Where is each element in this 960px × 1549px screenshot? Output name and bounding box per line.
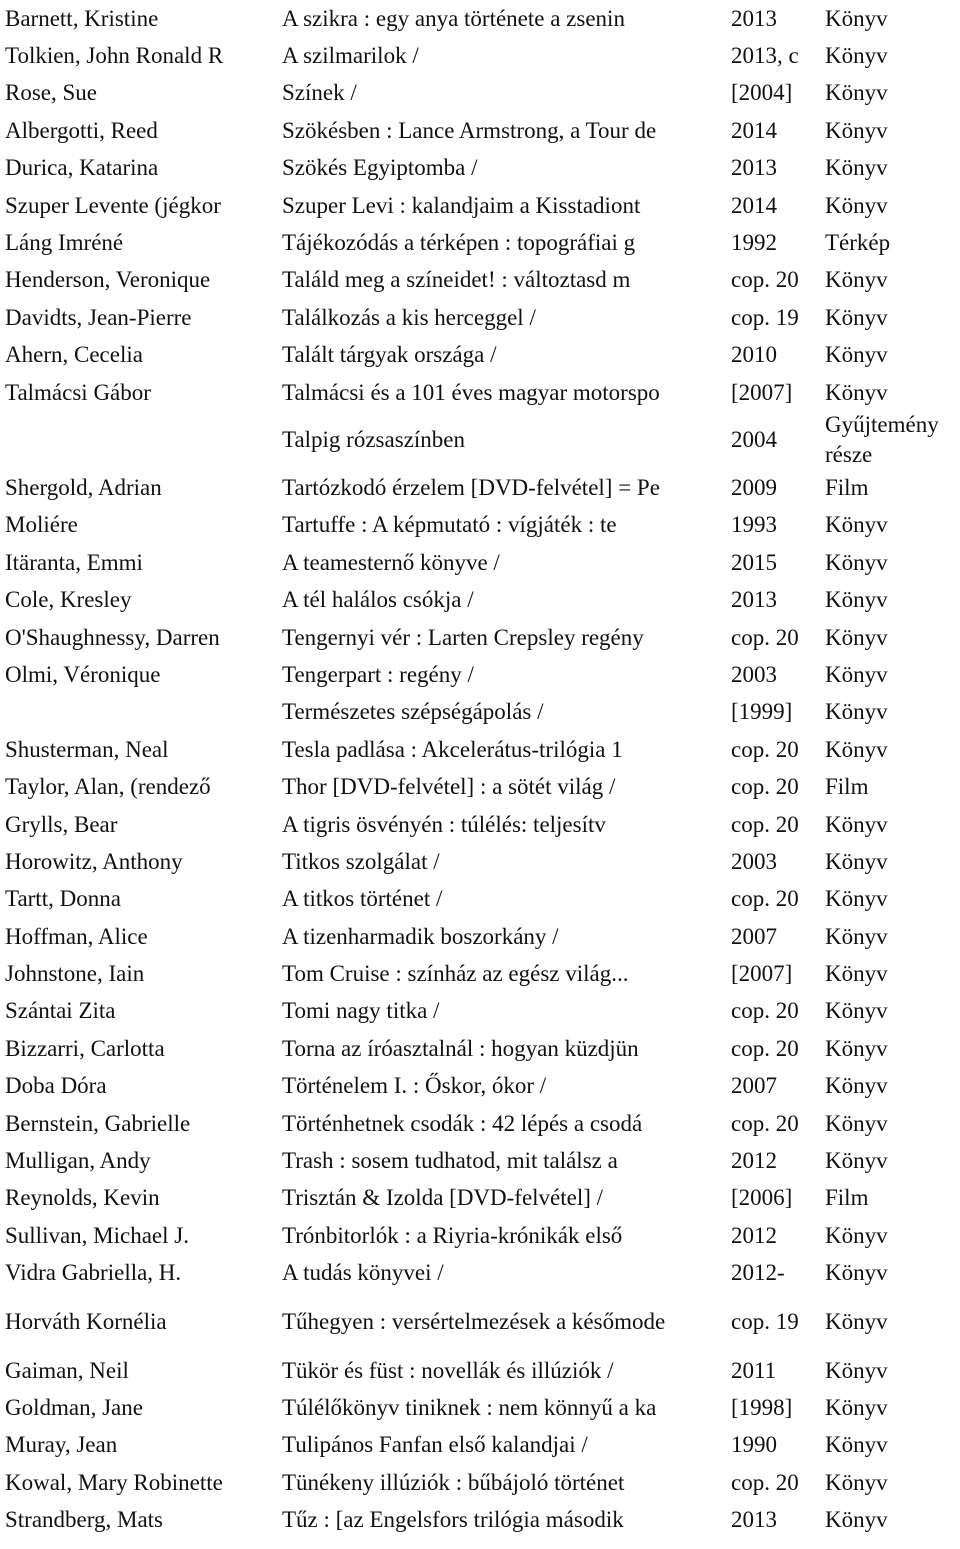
table-row — [0, 1501, 960, 1538]
year-cell: 2007 — [731, 1073, 777, 1099]
author-cell: Mulligan, Andy — [5, 1148, 151, 1174]
type-cell: Könyv — [825, 1394, 888, 1420]
table-row — [0, 1105, 960, 1142]
type-cell: Könyv — [825, 624, 888, 650]
year-cell: cop. 20 — [731, 998, 799, 1024]
title-cell: Tengernyi vér : Larten Crepsley regény — [282, 624, 644, 650]
title-cell: A titkos történet / — [282, 886, 443, 912]
table-row — [0, 411, 960, 469]
title-cell: Trónbitorlók : a Riyria-krónikák első — [282, 1222, 623, 1248]
title-cell: Tom Cruise : színház az egész világ... — [282, 961, 629, 987]
author-cell: Hoffman, Alice — [5, 923, 148, 949]
year-cell: 2013 — [731, 1507, 777, 1533]
title-cell: A tél halálos csókja / — [282, 587, 474, 613]
author-cell: Reynolds, Kevin — [5, 1185, 160, 1211]
author-cell: Bizzarri, Carlotta — [5, 1035, 165, 1061]
author-cell: Láng Imréné — [5, 230, 124, 256]
year-cell: 2003 — [731, 848, 777, 874]
author-cell: O'Shaughnessy, Darren — [5, 624, 220, 650]
year-cell: cop. 19 — [731, 1308, 799, 1334]
type-cell: Könyv — [825, 1073, 888, 1099]
title-cell: Tükör és füst : novellák és illúziók / — [282, 1357, 614, 1383]
table-row — [0, 374, 960, 411]
author-cell: Johnstone, Iain — [5, 961, 145, 987]
type-cell: Könyv — [825, 43, 888, 69]
year-cell: 2013, c — [731, 43, 799, 69]
title-cell: Tulipános Fanfan első kalandjai / — [282, 1432, 588, 1458]
table-row — [0, 150, 960, 187]
title-cell: A tudás könyvei / — [282, 1260, 444, 1286]
author-cell: Cole, Kresley — [5, 587, 132, 613]
year-cell: [1999] — [731, 699, 793, 725]
type-cell: Könyv — [825, 886, 888, 912]
title-cell: Tartózkodó érzelem [DVD-felvétel] = Pe — [282, 474, 660, 500]
title-cell: Trash : sosem tudhatod, mit találsz a — [282, 1148, 618, 1174]
type-cell: Könyv — [825, 1469, 888, 1495]
table-row — [0, 581, 960, 618]
year-cell: 2015 — [731, 549, 777, 575]
table-row — [0, 1030, 960, 1067]
year-cell: cop. 20 — [731, 886, 799, 912]
type-cell: Könyv — [825, 155, 888, 181]
table-row — [0, 75, 960, 112]
year-cell: 2012 — [731, 1222, 777, 1248]
table-row — [0, 37, 960, 74]
title-cell: Szuper Levi : kalandjaim a Kisstadiont — [282, 192, 641, 218]
year-cell: 2013 — [731, 5, 777, 31]
type-cell: Könyv — [825, 80, 888, 106]
year-cell: [1998] — [731, 1394, 793, 1420]
author-cell: Olmi, Véronique — [5, 661, 161, 687]
year-cell: [2007] — [731, 961, 793, 987]
table-row — [0, 1292, 960, 1352]
table-row — [0, 694, 960, 731]
author-cell: Itäranta, Emmi — [5, 549, 143, 575]
type-cell: Könyv — [825, 267, 888, 293]
year-cell: cop. 20 — [731, 1110, 799, 1136]
type-cell: Könyv — [825, 1432, 888, 1458]
type-cell: Könyv — [825, 1357, 888, 1383]
title-cell: Tűz : [az Engelsfors trilógia második — [282, 1507, 624, 1533]
table-row — [0, 0, 960, 37]
type-cell: Könyv — [825, 1308, 888, 1334]
title-cell: Találkozás a kis herceggel / — [282, 304, 536, 330]
author-cell: Durica, Katarina — [5, 155, 159, 181]
table-row — [0, 1255, 960, 1292]
title-cell: Talpig rózsaszínben — [282, 427, 465, 453]
table-row — [0, 187, 960, 224]
author-cell: Tartt, Donna — [5, 886, 121, 912]
year-cell: 2014 — [731, 192, 777, 218]
type-cell: Gyűjtemény része — [825, 412, 939, 468]
type-cell: Könyv — [825, 923, 888, 949]
author-cell: Shergold, Adrian — [5, 474, 162, 500]
table-row — [0, 806, 960, 843]
year-cell: 2014 — [731, 117, 777, 143]
year-cell: 1992 — [731, 230, 777, 256]
author-cell: Taylor, Alan, (rendező — [5, 774, 211, 800]
year-cell: 2007 — [731, 923, 777, 949]
title-cell: Tengerpart : regény / — [282, 661, 474, 687]
type-cell: Könyv — [825, 961, 888, 987]
author-cell: Kowal, Mary Robinette — [5, 1469, 223, 1495]
type-cell: Könyv — [825, 1260, 888, 1286]
table-row — [0, 112, 960, 149]
type-cell: Könyv — [825, 699, 888, 725]
author-cell: Horváth Kornélia — [5, 1308, 167, 1334]
year-cell: 2009 — [731, 474, 777, 500]
table-row — [0, 1142, 960, 1179]
title-cell: Tájékozódás a térképen : topográfiai g — [282, 230, 636, 256]
table-row — [0, 1389, 960, 1426]
title-cell: A tigris ösvényén : túlélés: teljesítv — [282, 811, 606, 837]
title-cell: Thor [DVD-felvétel] : a sötét világ / — [282, 774, 616, 800]
table-row — [0, 469, 960, 506]
author-cell: Ahern, Cecelia — [5, 342, 143, 368]
title-cell: A tizenharmadik boszorkány / — [282, 923, 559, 949]
type-cell: Könyv — [825, 1507, 888, 1533]
type-cell: Könyv — [825, 1148, 888, 1174]
title-cell: Szökésben : Lance Armstrong, a Tour de — [282, 117, 657, 143]
author-cell: Sullivan, Michael J. — [5, 1222, 189, 1248]
year-cell: cop. 20 — [731, 811, 799, 837]
table-row — [0, 993, 960, 1030]
title-cell: Titkos szolgálat / — [282, 848, 440, 874]
table-row — [0, 1217, 960, 1254]
table-row — [0, 918, 960, 955]
title-cell: Talált tárgyak országa / — [282, 342, 497, 368]
type-cell: Könyv — [825, 1222, 888, 1248]
type-cell: Film — [825, 474, 869, 500]
type-cell: Könyv — [825, 736, 888, 762]
year-cell: 1990 — [731, 1432, 777, 1458]
type-cell: Film — [825, 1185, 869, 1211]
year-cell: 2004 — [731, 427, 777, 453]
year-cell: 2011 — [731, 1357, 777, 1383]
table-row — [0, 881, 960, 918]
title-cell: A szilmarilok / — [282, 43, 419, 69]
author-cell — [5, 694, 277, 731]
year-cell: 2012- — [731, 1260, 785, 1286]
author-cell: Shusterman, Neal — [5, 736, 169, 762]
author-cell: Gaiman, Neil — [5, 1357, 129, 1383]
title-cell: Színek / — [282, 80, 357, 106]
author-cell: Szuper Levente (jégkor — [5, 192, 221, 218]
type-cell: Könyv — [825, 1110, 888, 1136]
author-cell: Szántai Zita — [5, 998, 116, 1024]
table-row — [0, 1180, 960, 1217]
author-cell: Henderson, Veronique — [5, 267, 211, 293]
table-row — [0, 507, 960, 544]
table-row — [0, 1464, 960, 1501]
year-cell: 2012 — [731, 1148, 777, 1174]
year-cell: cop. 19 — [731, 304, 799, 330]
table-row — [0, 1427, 960, 1464]
title-cell: Tesla padlása : Akcelerátus-trilógia 1 — [282, 736, 623, 762]
author-cell: Bernstein, Gabrielle — [5, 1110, 191, 1136]
title-cell: A szikra : egy anya története a zsenin — [282, 5, 625, 31]
type-cell: Könyv — [825, 512, 888, 538]
table-row — [0, 337, 960, 374]
type-cell: Könyv — [825, 117, 888, 143]
table-row — [0, 843, 960, 880]
type-cell: Könyv — [825, 998, 888, 1024]
title-cell: Talmácsi és a 101 éves magyar motorspo — [282, 379, 660, 405]
year-cell: 2013 — [731, 155, 777, 181]
type-cell: Könyv — [825, 304, 888, 330]
type-cell: Könyv — [825, 379, 888, 405]
author-cell: Vidra Gabriella, H. — [5, 1260, 182, 1286]
title-cell: A teamesternő könyve / — [282, 549, 500, 575]
year-cell: cop. 20 — [731, 774, 799, 800]
year-cell: 2013 — [731, 587, 777, 613]
table-row — [0, 224, 960, 261]
author-cell: Grylls, Bear — [5, 811, 118, 837]
table-row — [0, 731, 960, 768]
table-row — [0, 299, 960, 336]
author-cell: Moliére — [5, 512, 78, 538]
table-row — [0, 619, 960, 656]
year-cell: [2004] — [731, 80, 793, 106]
author-cell: Doba Dóra — [5, 1073, 107, 1099]
type-cell: Könyv — [825, 342, 888, 368]
year-cell: 2010 — [731, 342, 777, 368]
type-cell: Könyv — [825, 549, 888, 575]
year-cell: 1993 — [731, 512, 777, 538]
title-cell: Szökés Egyiptomba / — [282, 155, 478, 181]
title-cell: Tartuffe : A képmutató : vígjáték : te — [282, 512, 617, 538]
author-cell: Talmácsi Gábor — [5, 379, 151, 405]
table-row — [0, 1352, 960, 1389]
year-cell: 2003 — [731, 661, 777, 687]
author-cell — [5, 411, 277, 469]
type-cell: Könyv — [825, 5, 888, 31]
author-cell: Rose, Sue — [5, 80, 97, 106]
title-cell: Tünékeny illúziók : bűbájoló történet — [282, 1469, 625, 1495]
table-row — [0, 262, 960, 299]
type-cell: Film — [825, 774, 869, 800]
type-cell: Könyv — [825, 192, 888, 218]
author-cell: Tolkien, John Ronald R — [5, 43, 224, 69]
year-cell: cop. 20 — [731, 1469, 799, 1495]
type-cell: Könyv — [825, 587, 888, 613]
title-cell: Tomi nagy titka / — [282, 998, 440, 1024]
type-cell: Térkép — [825, 230, 891, 256]
author-cell: Goldman, Jane — [5, 1394, 143, 1420]
author-cell: Barnett, Kristine — [5, 5, 159, 31]
author-cell: Muray, Jean — [5, 1432, 118, 1458]
type-cell: Könyv — [825, 661, 888, 687]
title-cell: Történhetnek csodák : 42 lépés a csodá — [282, 1110, 643, 1136]
title-cell: Tűhegyen : versértelmezések a későmode — [282, 1308, 666, 1334]
year-cell: cop. 20 — [731, 267, 799, 293]
year-cell: cop. 20 — [731, 624, 799, 650]
title-cell: Trisztán & Izolda [DVD-felvétel] / — [282, 1185, 604, 1211]
table-row — [0, 1068, 960, 1105]
year-cell: [2007] — [731, 379, 793, 405]
table-row — [0, 656, 960, 693]
type-cell: Könyv — [825, 811, 888, 837]
year-cell: cop. 20 — [731, 1035, 799, 1061]
title-cell: Természetes szépségápolás / — [282, 699, 544, 725]
title-cell: Történelem I. : Őskor, ókor / — [282, 1073, 547, 1099]
year-cell: cop. 20 — [731, 736, 799, 762]
title-cell: Túlélőkönyv tiniknek : nem könnyű a ka — [282, 1394, 657, 1420]
author-cell: Davidts, Jean-Pierre — [5, 304, 192, 330]
table-row — [0, 955, 960, 992]
table-row — [0, 768, 960, 805]
author-cell: Strandberg, Mats — [5, 1507, 164, 1533]
author-cell: Albergotti, Reed — [5, 117, 158, 143]
title-cell: Torna az íróasztalnál : hogyan küzdjün — [282, 1035, 639, 1061]
title-cell: Találd meg a színeidet! : változtasd m — [282, 267, 631, 293]
table-row — [0, 544, 960, 581]
type-cell: Könyv — [825, 848, 888, 874]
type-cell: Könyv — [825, 1035, 888, 1061]
year-cell: [2006] — [731, 1185, 793, 1211]
author-cell: Horowitz, Anthony — [5, 848, 183, 874]
